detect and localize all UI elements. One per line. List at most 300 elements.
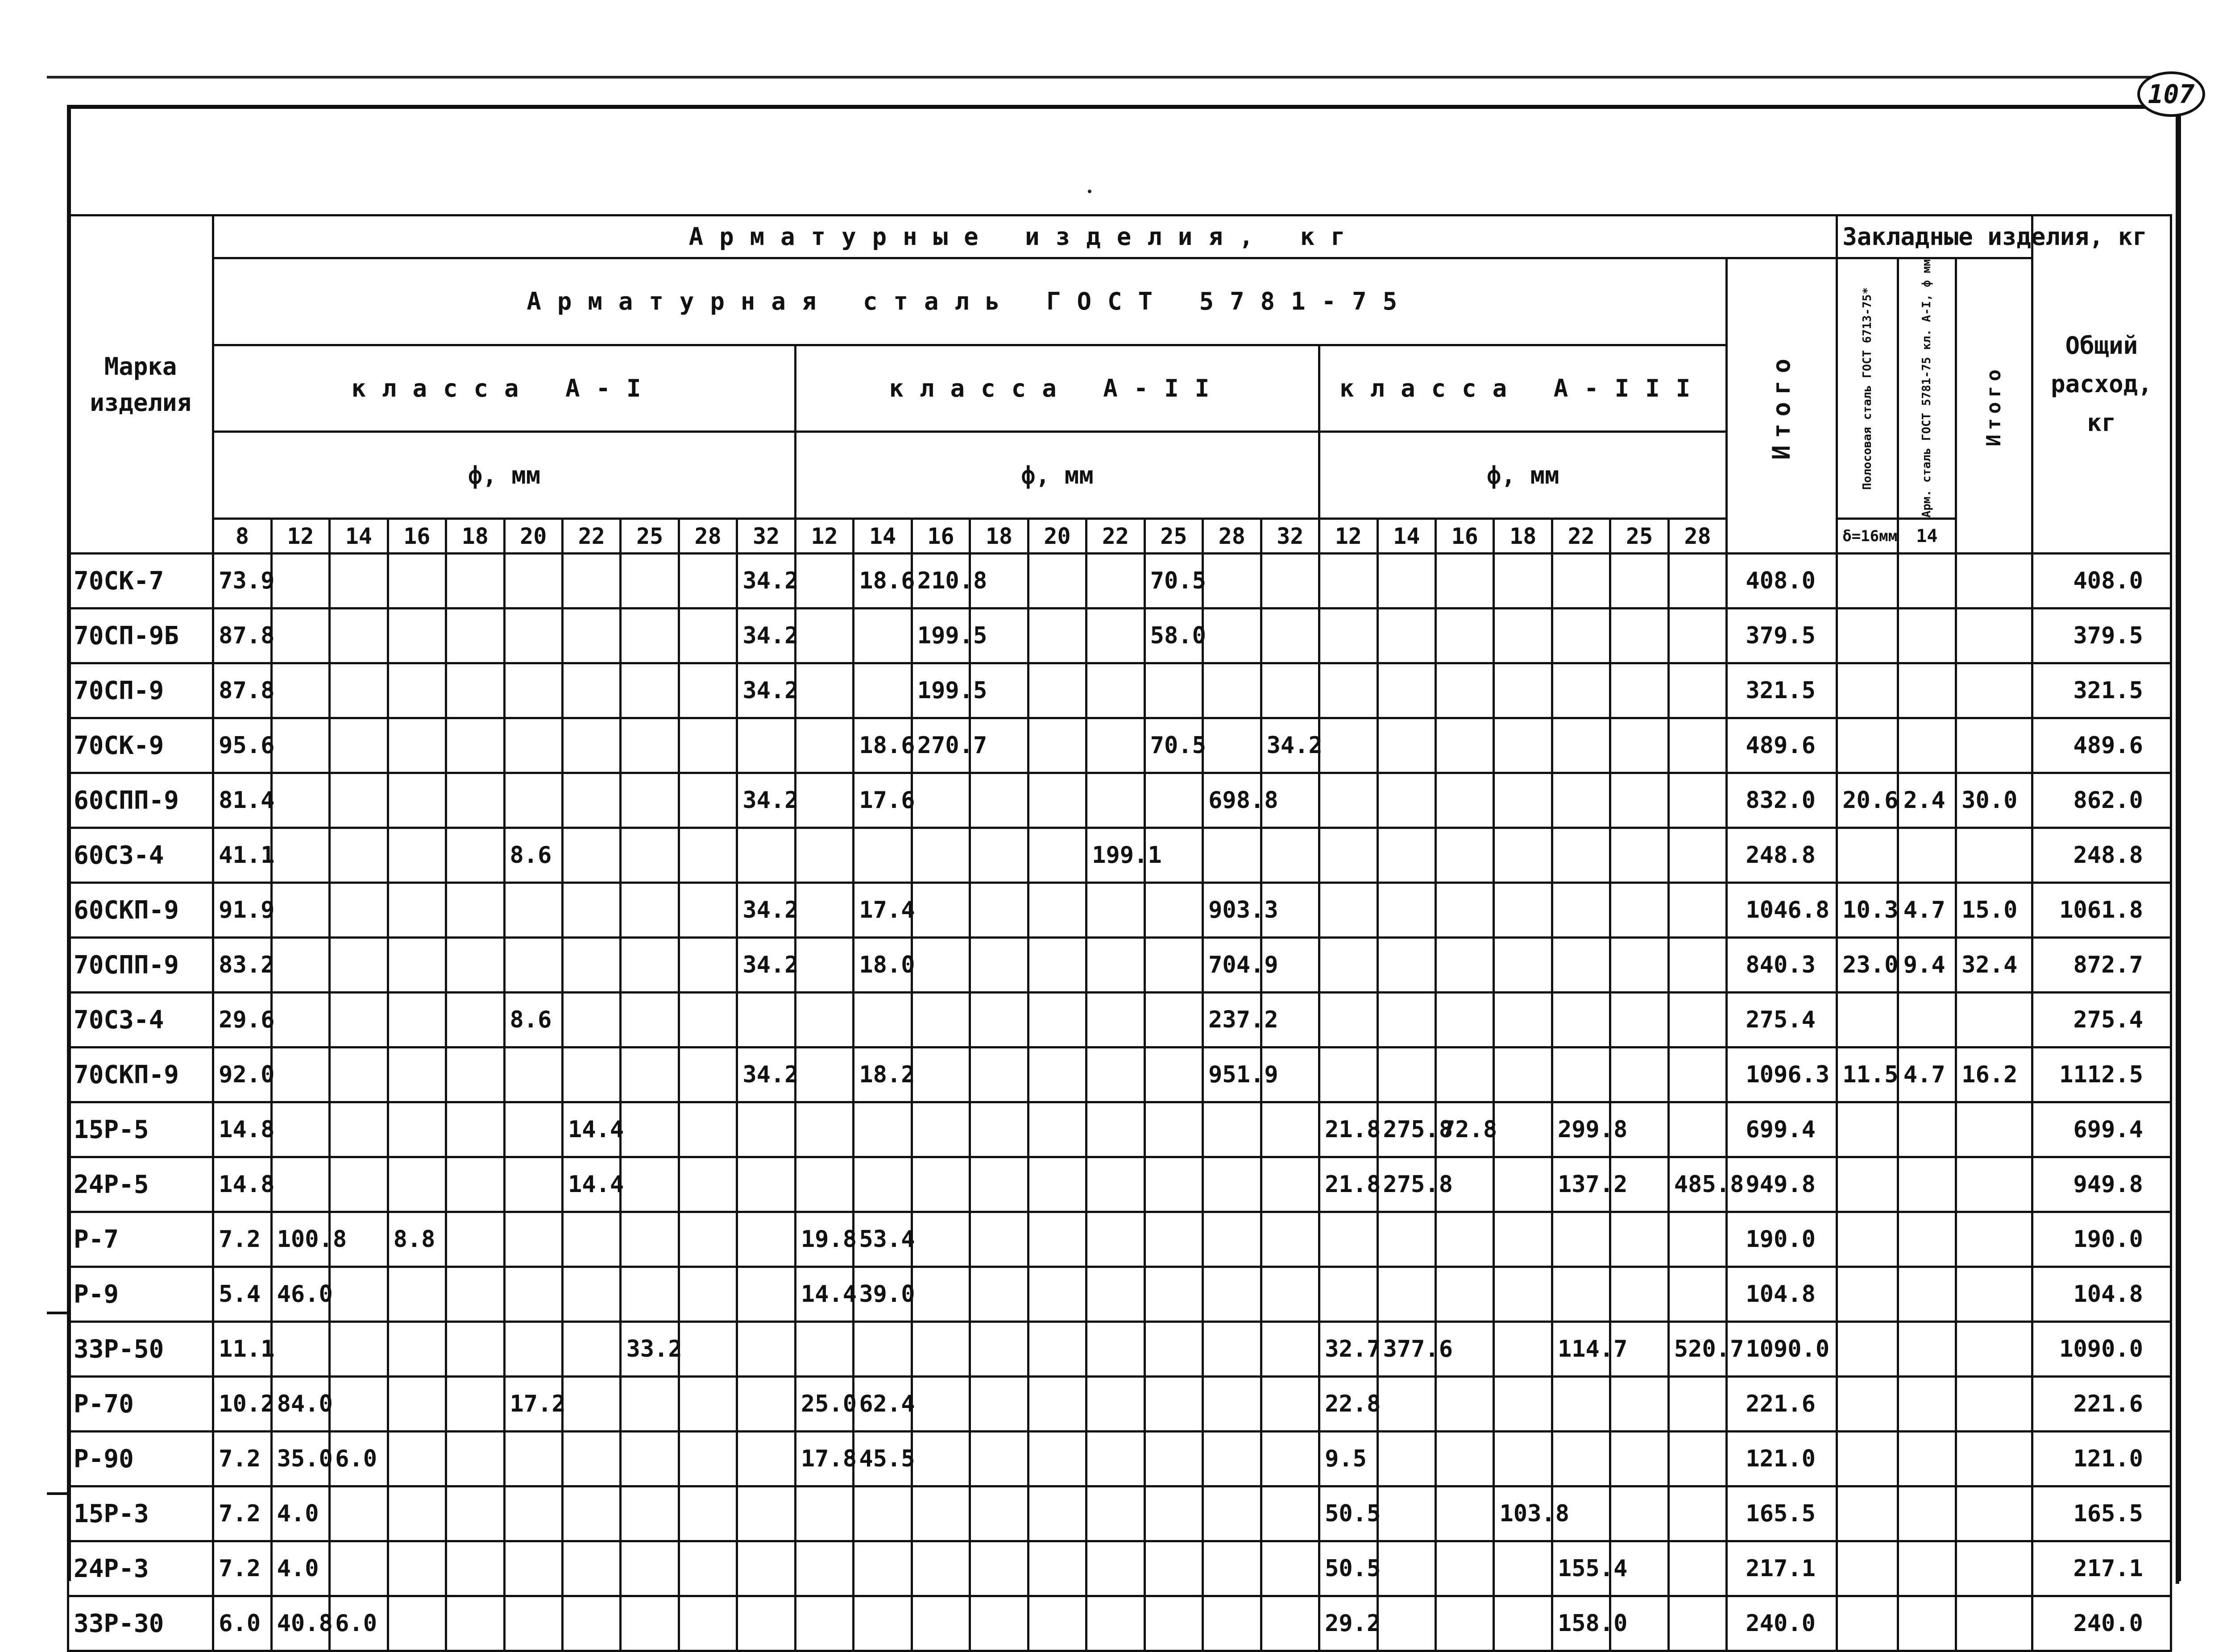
value-cell (854, 993, 912, 1048)
value-cell (1494, 1322, 1552, 1377)
value-cell: 25.0 (795, 1377, 853, 1432)
value-cell (1203, 718, 1261, 773)
value-cell (1668, 1541, 1726, 1596)
value-cell (1145, 1377, 1203, 1432)
value-cell (679, 1102, 737, 1157)
diameter-header-a3: 16 (1436, 519, 1494, 554)
phi-a2-header: ф, мм (795, 432, 1319, 519)
value-cell (1203, 1157, 1261, 1212)
strip-steel-text: Полосовая сталь ГОСТ 6713-75* (1860, 287, 1874, 490)
mark-cell: 70СК-7 (68, 554, 213, 609)
value-cell (1552, 1267, 1610, 1322)
value-cell (737, 1432, 795, 1486)
value-cell (1203, 828, 1261, 883)
value-cell (679, 1377, 737, 1432)
value-cell (1028, 1212, 1086, 1267)
value-cell (679, 1212, 737, 1267)
diameter-header-a1: 18 (446, 519, 504, 554)
value-cell (795, 718, 853, 773)
embedded-cell (1956, 1322, 2032, 1377)
speck (1088, 190, 1091, 193)
value-cell (1028, 1596, 1086, 1651)
value-cell (1610, 1486, 1668, 1541)
grand-total-cell: 949.8 (2032, 1157, 2171, 1212)
diameter-header-a1: 32 (737, 519, 795, 554)
value-cell: 70.5 (1145, 718, 1203, 773)
value-cell (912, 1377, 970, 1432)
value-cell (912, 993, 970, 1048)
value-cell (1494, 773, 1552, 828)
value-cell (621, 1267, 679, 1322)
embedded-cell (1837, 1102, 1898, 1157)
diameter-header-a2: 22 (1086, 519, 1145, 554)
value-cell: 70.5 (1145, 554, 1203, 609)
embedded-cell (1837, 1157, 1898, 1212)
mark-cell: 70СП-9 (68, 663, 213, 718)
value-cell (1610, 1267, 1668, 1322)
value-cell (1145, 938, 1203, 993)
value-cell (1610, 993, 1668, 1048)
value-cell (1086, 1157, 1145, 1212)
value-cell: 34.2 (737, 609, 795, 663)
value-cell: 8.6 (504, 993, 562, 1048)
mark-cell: 70СЗ-4 (68, 993, 213, 1048)
value-cell (737, 1212, 795, 1267)
value-cell (271, 1048, 329, 1102)
embedded-cell (1956, 663, 2032, 718)
embedded-cell (1956, 1157, 2032, 1212)
value-cell (1552, 883, 1610, 938)
value-cell: 9.5 (1319, 1432, 1377, 1486)
value-cell: 7.2 (213, 1432, 271, 1486)
value-cell (1610, 609, 1668, 663)
value-cell (330, 1048, 388, 1102)
value-cell (621, 993, 679, 1048)
embedded-cell (1956, 993, 2032, 1048)
mark-cell: 60СПП-9 (68, 773, 213, 828)
value-cell (562, 993, 620, 1048)
value-cell: 45.5 (854, 1432, 912, 1486)
class-a1-header: класса А-I (213, 345, 796, 432)
value-cell (562, 1377, 620, 1432)
value-cell (1436, 1596, 1494, 1651)
value-cell (271, 1102, 329, 1157)
value-cell (504, 1048, 562, 1102)
value-cell (1377, 883, 1435, 938)
value-cell: 903.3 (1203, 883, 1261, 938)
value-cell (1203, 554, 1261, 609)
value-cell (1086, 1267, 1145, 1322)
mark-cell: 15Р-3 (68, 1486, 213, 1541)
frame-tick (47, 1312, 69, 1314)
grand-total-cell: 121.0 (2032, 1432, 2171, 1486)
value-cell (562, 1212, 620, 1267)
embedded-total-header (1956, 258, 2032, 554)
total-header (1727, 258, 1837, 554)
value-cell (562, 609, 620, 663)
value-cell (504, 1322, 562, 1377)
table-row (68, 1102, 2171, 1157)
value-cell: 485.8 (1668, 1157, 1726, 1212)
value-cell (446, 1377, 504, 1432)
value-cell (1436, 773, 1494, 828)
table-row (68, 554, 2171, 609)
value-cell (1436, 1486, 1494, 1541)
value-cell (1668, 1267, 1726, 1322)
value-cell (1145, 993, 1203, 1048)
embedded-cell (1898, 993, 1956, 1048)
total-cell: 489.6 (1727, 718, 1837, 773)
value-cell (504, 1212, 562, 1267)
diameter-header-a3: 25 (1610, 519, 1668, 554)
value-cell (912, 1267, 970, 1322)
value-cell: 62.4 (854, 1377, 912, 1432)
embedded-cell (1837, 1432, 1898, 1486)
value-cell: 83.2 (213, 938, 271, 993)
value-cell (795, 1157, 853, 1212)
value-cell: 21.8 (1319, 1157, 1377, 1212)
value-cell (271, 718, 329, 773)
embedded-cell (1898, 1432, 1956, 1486)
value-cell (912, 883, 970, 938)
value-cell (621, 554, 679, 609)
value-cell (970, 1102, 1028, 1157)
diameter-header-a2: 18 (970, 519, 1028, 554)
diameter-header-a1: 8 (213, 519, 271, 554)
value-cell (1436, 1377, 1494, 1432)
value-cell (504, 1102, 562, 1157)
value-cell (795, 1048, 853, 1102)
value-cell (679, 773, 737, 828)
value-cell (854, 609, 912, 663)
grand-total-cell: 217.1 (2032, 1541, 2171, 1596)
value-cell (1377, 938, 1435, 993)
embedded-cell (1898, 1377, 1956, 1432)
value-cell (679, 883, 737, 938)
value-cell (1145, 1267, 1203, 1322)
value-cell (388, 1432, 446, 1486)
embedded-cell (1956, 828, 2032, 883)
value-cell: 72.8 (1436, 1102, 1494, 1157)
value-cell (1668, 1048, 1726, 1102)
value-cell (1494, 609, 1552, 663)
value-cell (795, 663, 853, 718)
embedded-cell (1898, 1157, 1956, 1212)
value-cell (970, 773, 1028, 828)
embedded-cell: 32.4 (1956, 938, 2032, 993)
value-cell (388, 1267, 446, 1322)
value-cell (1086, 1212, 1145, 1267)
value-cell (1261, 663, 1319, 718)
value-cell (1668, 718, 1726, 773)
embedded-cell (1956, 718, 2032, 773)
strip-steel-header (1837, 258, 1898, 519)
value-cell: 8.6 (504, 828, 562, 883)
value-cell (1436, 1432, 1494, 1486)
value-cell (1668, 1432, 1726, 1486)
value-cell (1145, 1157, 1203, 1212)
value-cell: 21.8 (1319, 1102, 1377, 1157)
embedded-cell (1837, 1486, 1898, 1541)
total-cell: 217.1 (1727, 1541, 1837, 1596)
steel-consumption-table (67, 214, 2172, 1652)
value-cell: 275.8 (1377, 1102, 1435, 1157)
value-cell (1086, 1377, 1145, 1432)
value-cell (621, 1048, 679, 1102)
grand-total-cell: 321.5 (2032, 663, 2171, 718)
value-cell (388, 1048, 446, 1102)
value-cell (1203, 609, 1261, 663)
total-header-text: Итого (1767, 352, 1796, 460)
value-cell: 275.8 (1377, 1157, 1435, 1212)
value-cell: 34.2 (737, 883, 795, 938)
value-cell (970, 1048, 1028, 1102)
value-cell (1668, 773, 1726, 828)
value-cell (1028, 718, 1086, 773)
value-cell (737, 1486, 795, 1541)
value-cell (562, 938, 620, 993)
value-cell: 14.8 (213, 1102, 271, 1157)
value-cell (1610, 938, 1668, 993)
embedded-cell: 20.6 (1837, 773, 1898, 828)
value-cell (1028, 1486, 1086, 1541)
value-cell: 237.2 (1203, 993, 1261, 1048)
value-cell: 158.0 (1552, 1596, 1610, 1651)
grand-total-cell: 862.0 (2032, 773, 2171, 828)
strip-size-header: δ=16мм (1837, 519, 1898, 554)
value-cell (1319, 609, 1377, 663)
diameter-header-a3: 22 (1552, 519, 1610, 554)
value-cell (621, 1596, 679, 1651)
value-cell (271, 828, 329, 883)
grand-total-cell: 240.0 (2032, 1596, 2171, 1651)
value-cell (1552, 1432, 1610, 1486)
total-cell: 1090.0 (1727, 1322, 1837, 1377)
value-cell (1203, 1212, 1261, 1267)
value-cell (679, 938, 737, 993)
value-cell (1436, 609, 1494, 663)
value-cell (446, 1102, 504, 1157)
table-row (68, 1432, 2171, 1486)
value-cell (1552, 993, 1610, 1048)
diameter-header-a2: 28 (1203, 519, 1261, 554)
value-cell (1086, 1486, 1145, 1541)
value-cell (1494, 938, 1552, 993)
value-cell (1319, 1048, 1377, 1102)
embedded-cell (1898, 718, 1956, 773)
value-cell: 84.0 (271, 1377, 329, 1432)
value-cell: 73.9 (213, 554, 271, 609)
diameter-header-a3: 28 (1668, 519, 1726, 554)
value-cell (1261, 1432, 1319, 1486)
value-cell (1668, 1212, 1726, 1267)
table-row (68, 1212, 2171, 1267)
value-cell: 32.7 (1319, 1322, 1377, 1377)
value-cell (330, 1541, 388, 1596)
value-cell: 92.0 (213, 1048, 271, 1102)
value-cell (737, 1102, 795, 1157)
value-cell (1028, 1322, 1086, 1377)
value-cell (1319, 554, 1377, 609)
value-cell: 11.1 (213, 1322, 271, 1377)
value-cell: 14.4 (562, 1157, 620, 1212)
embedded-cell (1837, 828, 1898, 883)
value-cell (388, 1322, 446, 1377)
value-cell (446, 718, 504, 773)
value-cell: 18.6 (854, 718, 912, 773)
value-cell (854, 663, 912, 718)
value-cell (1494, 993, 1552, 1048)
value-cell (1377, 1377, 1435, 1432)
value-cell (388, 718, 446, 773)
value-cell (1377, 1486, 1435, 1541)
value-cell (970, 1377, 1028, 1432)
mark-cell: Р-7 (68, 1212, 213, 1267)
grand-total-cell: 379.5 (2032, 609, 2171, 663)
grand-total-cell: 190.0 (2032, 1212, 2171, 1267)
value-cell (679, 1432, 737, 1486)
value-cell (1319, 1267, 1377, 1322)
value-cell (621, 773, 679, 828)
value-cell (446, 1157, 504, 1212)
value-cell (679, 1322, 737, 1377)
value-cell (621, 1102, 679, 1157)
value-cell (1610, 828, 1668, 883)
value-cell (1377, 1541, 1435, 1596)
value-cell (621, 1541, 679, 1596)
total-cell: 949.8 (1727, 1157, 1837, 1212)
grand-total-cell: 275.4 (2032, 993, 2171, 1048)
value-cell (1145, 1102, 1203, 1157)
value-cell (737, 828, 795, 883)
value-cell (795, 1596, 853, 1651)
value-cell (1203, 1541, 1261, 1596)
table-row (68, 1157, 2171, 1212)
value-cell: 41.1 (213, 828, 271, 883)
value-cell (1377, 554, 1435, 609)
value-cell (1668, 1377, 1726, 1432)
value-cell (912, 1157, 970, 1212)
table-row (68, 883, 2171, 938)
total-cell: 832.0 (1727, 773, 1837, 828)
value-cell (912, 1541, 970, 1596)
value-cell: 137.2 (1552, 1157, 1610, 1212)
value-cell (388, 883, 446, 938)
value-cell (388, 1102, 446, 1157)
value-cell (330, 1322, 388, 1377)
mark-cell: 70СК-9 (68, 718, 213, 773)
value-cell (912, 1048, 970, 1102)
value-cell: 14.8 (213, 1157, 271, 1212)
value-cell (679, 828, 737, 883)
embedded-cell (1956, 1377, 2032, 1432)
grand-total-cell: 699.4 (2032, 1102, 2171, 1157)
value-cell (1668, 554, 1726, 609)
value-cell (1203, 1377, 1261, 1432)
embedded-cell (1956, 1102, 2032, 1157)
value-cell (854, 1541, 912, 1596)
value-cell (621, 1157, 679, 1212)
embedded-cell (1837, 1596, 1898, 1651)
value-cell (1436, 1048, 1494, 1102)
value-cell (1203, 1322, 1261, 1377)
value-cell: 114.7 (1552, 1322, 1610, 1377)
value-cell (970, 938, 1028, 993)
value-cell: 520.7 (1668, 1322, 1726, 1377)
value-cell (854, 828, 912, 883)
value-cell (621, 883, 679, 938)
value-cell (1086, 718, 1145, 773)
value-cell: 35.0 (271, 1432, 329, 1486)
value-cell (562, 1432, 620, 1486)
value-cell (737, 718, 795, 773)
value-cell: 34.2 (737, 1048, 795, 1102)
embedded-cell (1956, 1541, 2032, 1596)
value-cell (1028, 1267, 1086, 1322)
value-cell (330, 828, 388, 883)
value-cell (562, 718, 620, 773)
value-cell (1319, 993, 1377, 1048)
value-cell (1377, 718, 1435, 773)
value-cell (1203, 1486, 1261, 1541)
value-cell (1145, 1048, 1203, 1102)
value-cell: 34.2 (737, 554, 795, 609)
value-cell (1319, 663, 1377, 718)
value-cell (1261, 1322, 1319, 1377)
value-cell (795, 1322, 853, 1377)
total-cell: 221.6 (1727, 1377, 1837, 1432)
value-cell (1028, 773, 1086, 828)
value-cell (1261, 1541, 1319, 1596)
value-cell: 50.5 (1319, 1541, 1377, 1596)
value-cell (679, 1541, 737, 1596)
value-cell (1610, 773, 1668, 828)
value-cell (1610, 663, 1668, 718)
embedded-cell: 30.0 (1956, 773, 2032, 828)
value-cell: 210.8 (912, 554, 970, 609)
value-cell (912, 1322, 970, 1377)
value-cell (970, 828, 1028, 883)
value-cell (970, 883, 1028, 938)
value-cell (1610, 883, 1668, 938)
embedded-cell (1837, 1322, 1898, 1377)
value-cell: 81.4 (213, 773, 271, 828)
value-cell (446, 1322, 504, 1377)
grand-total-cell: 489.6 (2032, 718, 2171, 773)
mark-header: Марка изделия (68, 215, 213, 554)
value-cell (1261, 1486, 1319, 1541)
value-cell: 39.0 (854, 1267, 912, 1322)
value-cell (1086, 663, 1145, 718)
value-cell (504, 1432, 562, 1486)
value-cell (1494, 1212, 1552, 1267)
value-cell: 95.6 (213, 718, 271, 773)
value-cell (1145, 663, 1203, 718)
value-cell: 103.8 (1494, 1486, 1552, 1541)
page-number: 107 (2137, 71, 2205, 117)
value-cell (1377, 828, 1435, 883)
value-cell (795, 938, 853, 993)
value-cell: 199.5 (912, 609, 970, 663)
value-cell (1552, 663, 1610, 718)
value-cell (912, 828, 970, 883)
value-cell (1436, 554, 1494, 609)
value-cell (1494, 1048, 1552, 1102)
value-cell (912, 1102, 970, 1157)
value-cell (854, 1102, 912, 1157)
value-cell (1552, 554, 1610, 609)
value-cell (621, 1212, 679, 1267)
